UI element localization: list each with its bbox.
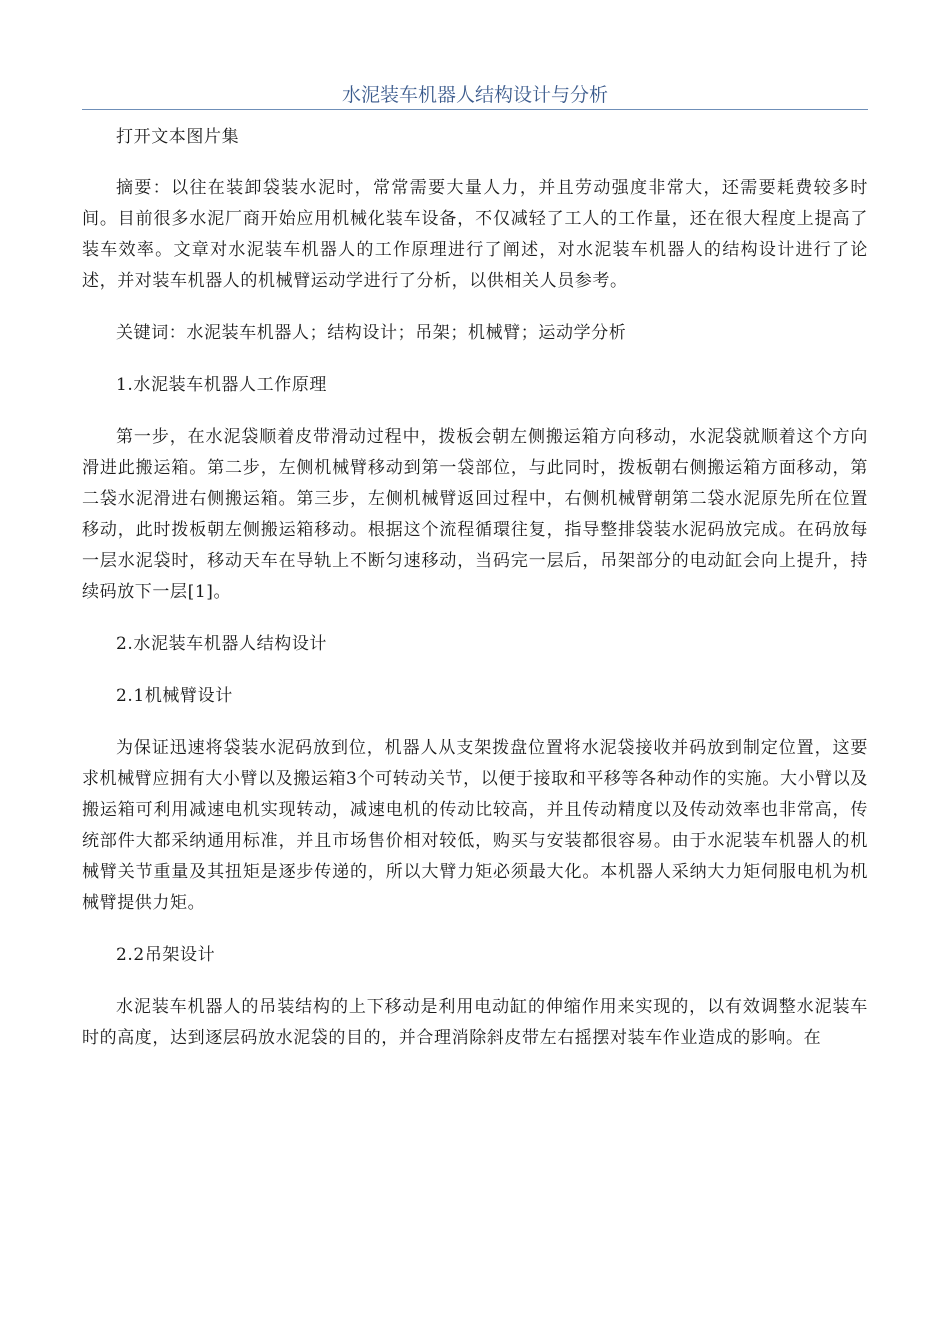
title-divider [82, 109, 868, 110]
spacer [82, 401, 868, 422]
spacer [82, 297, 868, 318]
spacer [82, 919, 868, 940]
spacer [82, 660, 868, 681]
spacer [82, 608, 868, 629]
section-2-2-body: 水泥装车机器人的吊装结构的上下移动是利用电动缸的伸缩作用来实现的，以有效调整水泥装车时的高度，达到逐层码放水泥袋的目的，并合理消除斜皮带左右摇摆对装车作业造成的影响。在 [82, 997, 868, 1048]
section-2-1-body: 为保证迅速将袋装水泥码放到位，机器人从支架拨盘位置将水泥袋接收并码放到制定位置，这要求机械臂应拥有大小臂以及搬运箱3个可转动关节，以便于接取和平移等各种动作的实施。大小臂以及搬运箱可利用减速电机实现转动，减速电机的传动比较高，并且传动精度以及传动效率也非常高，传统部件大都采纳通用标准，并且市场售价相对较低，购买与安装都很容易。由于水泥装车机器人的机械臂关节重量及其扭矩是逐步传递的，所以大臂力矩必须最大化。本机器人采纳大力矩伺服电机为机械臂提供力矩。 [82, 738, 868, 913]
spacer [82, 349, 868, 370]
section-1-heading: 1.水泥装车机器人工作原理 [116, 375, 328, 395]
section-2-heading: 2.水泥装车机器人结构设计 [116, 634, 328, 654]
open-gallery-link-text[interactable]: 打开文本图片集 [116, 127, 240, 147]
section-2-1-heading: 2.1机械臂设计 [116, 686, 233, 706]
spacer [82, 153, 868, 173]
open-gallery-link[interactable] [82, 122, 868, 153]
spacer [82, 712, 868, 733]
page-title: 水泥装车机器人结构设计与分析 [341, 84, 608, 106]
document-body [82, 122, 868, 1054]
keywords-paragraph: 关键词：水泥装车机器人；结构设计；吊架；机械臂；运动学分析 [116, 323, 627, 343]
abstract-paragraph: 摘要：以往在装卸袋装水泥时，常常需要大量人力，并且劳动强度非常大，还需要耗费较多时间。目前很多水泥厂商开始应用机械化装车设备，不仅减轻了工人的工作量，还在很大程度上提高了装车效率。文章对水泥装车机器人的工作原理进行了阐述，对水泥装车机器人的结构设计进行了论述，并对装车机器人的机械臂运动学进行了分析，以供相关人员参考。 [82, 178, 868, 291]
spacer [82, 971, 868, 992]
section-1-body: 第一步，在水泥袋顺着皮带滑动过程中，拨板会朝左侧搬运箱方向移动，水泥袋就顺着这个方向滑进此搬运箱。第二步，左侧机械臂移动到第一袋部位，与此同时，拨板朝右侧搬运箱方面移动，第二袋水泥滑进右侧搬运箱。第三步，左侧机械臂返回过程中，右侧机械臂朝第二袋水泥原先所在位置移动，此时拨板朝左侧搬运箱移动。根据这个流程循環往复，指导整排袋装水泥码放完成。在码放每一层水泥袋时，移动天车在导轨上不断匀速移动，当码完一层后，吊架部分的电动缸会向上提升，持续码放下一层[1]。 [82, 427, 868, 602]
section-2-2-heading: 2.2吊架设计 [116, 945, 216, 965]
